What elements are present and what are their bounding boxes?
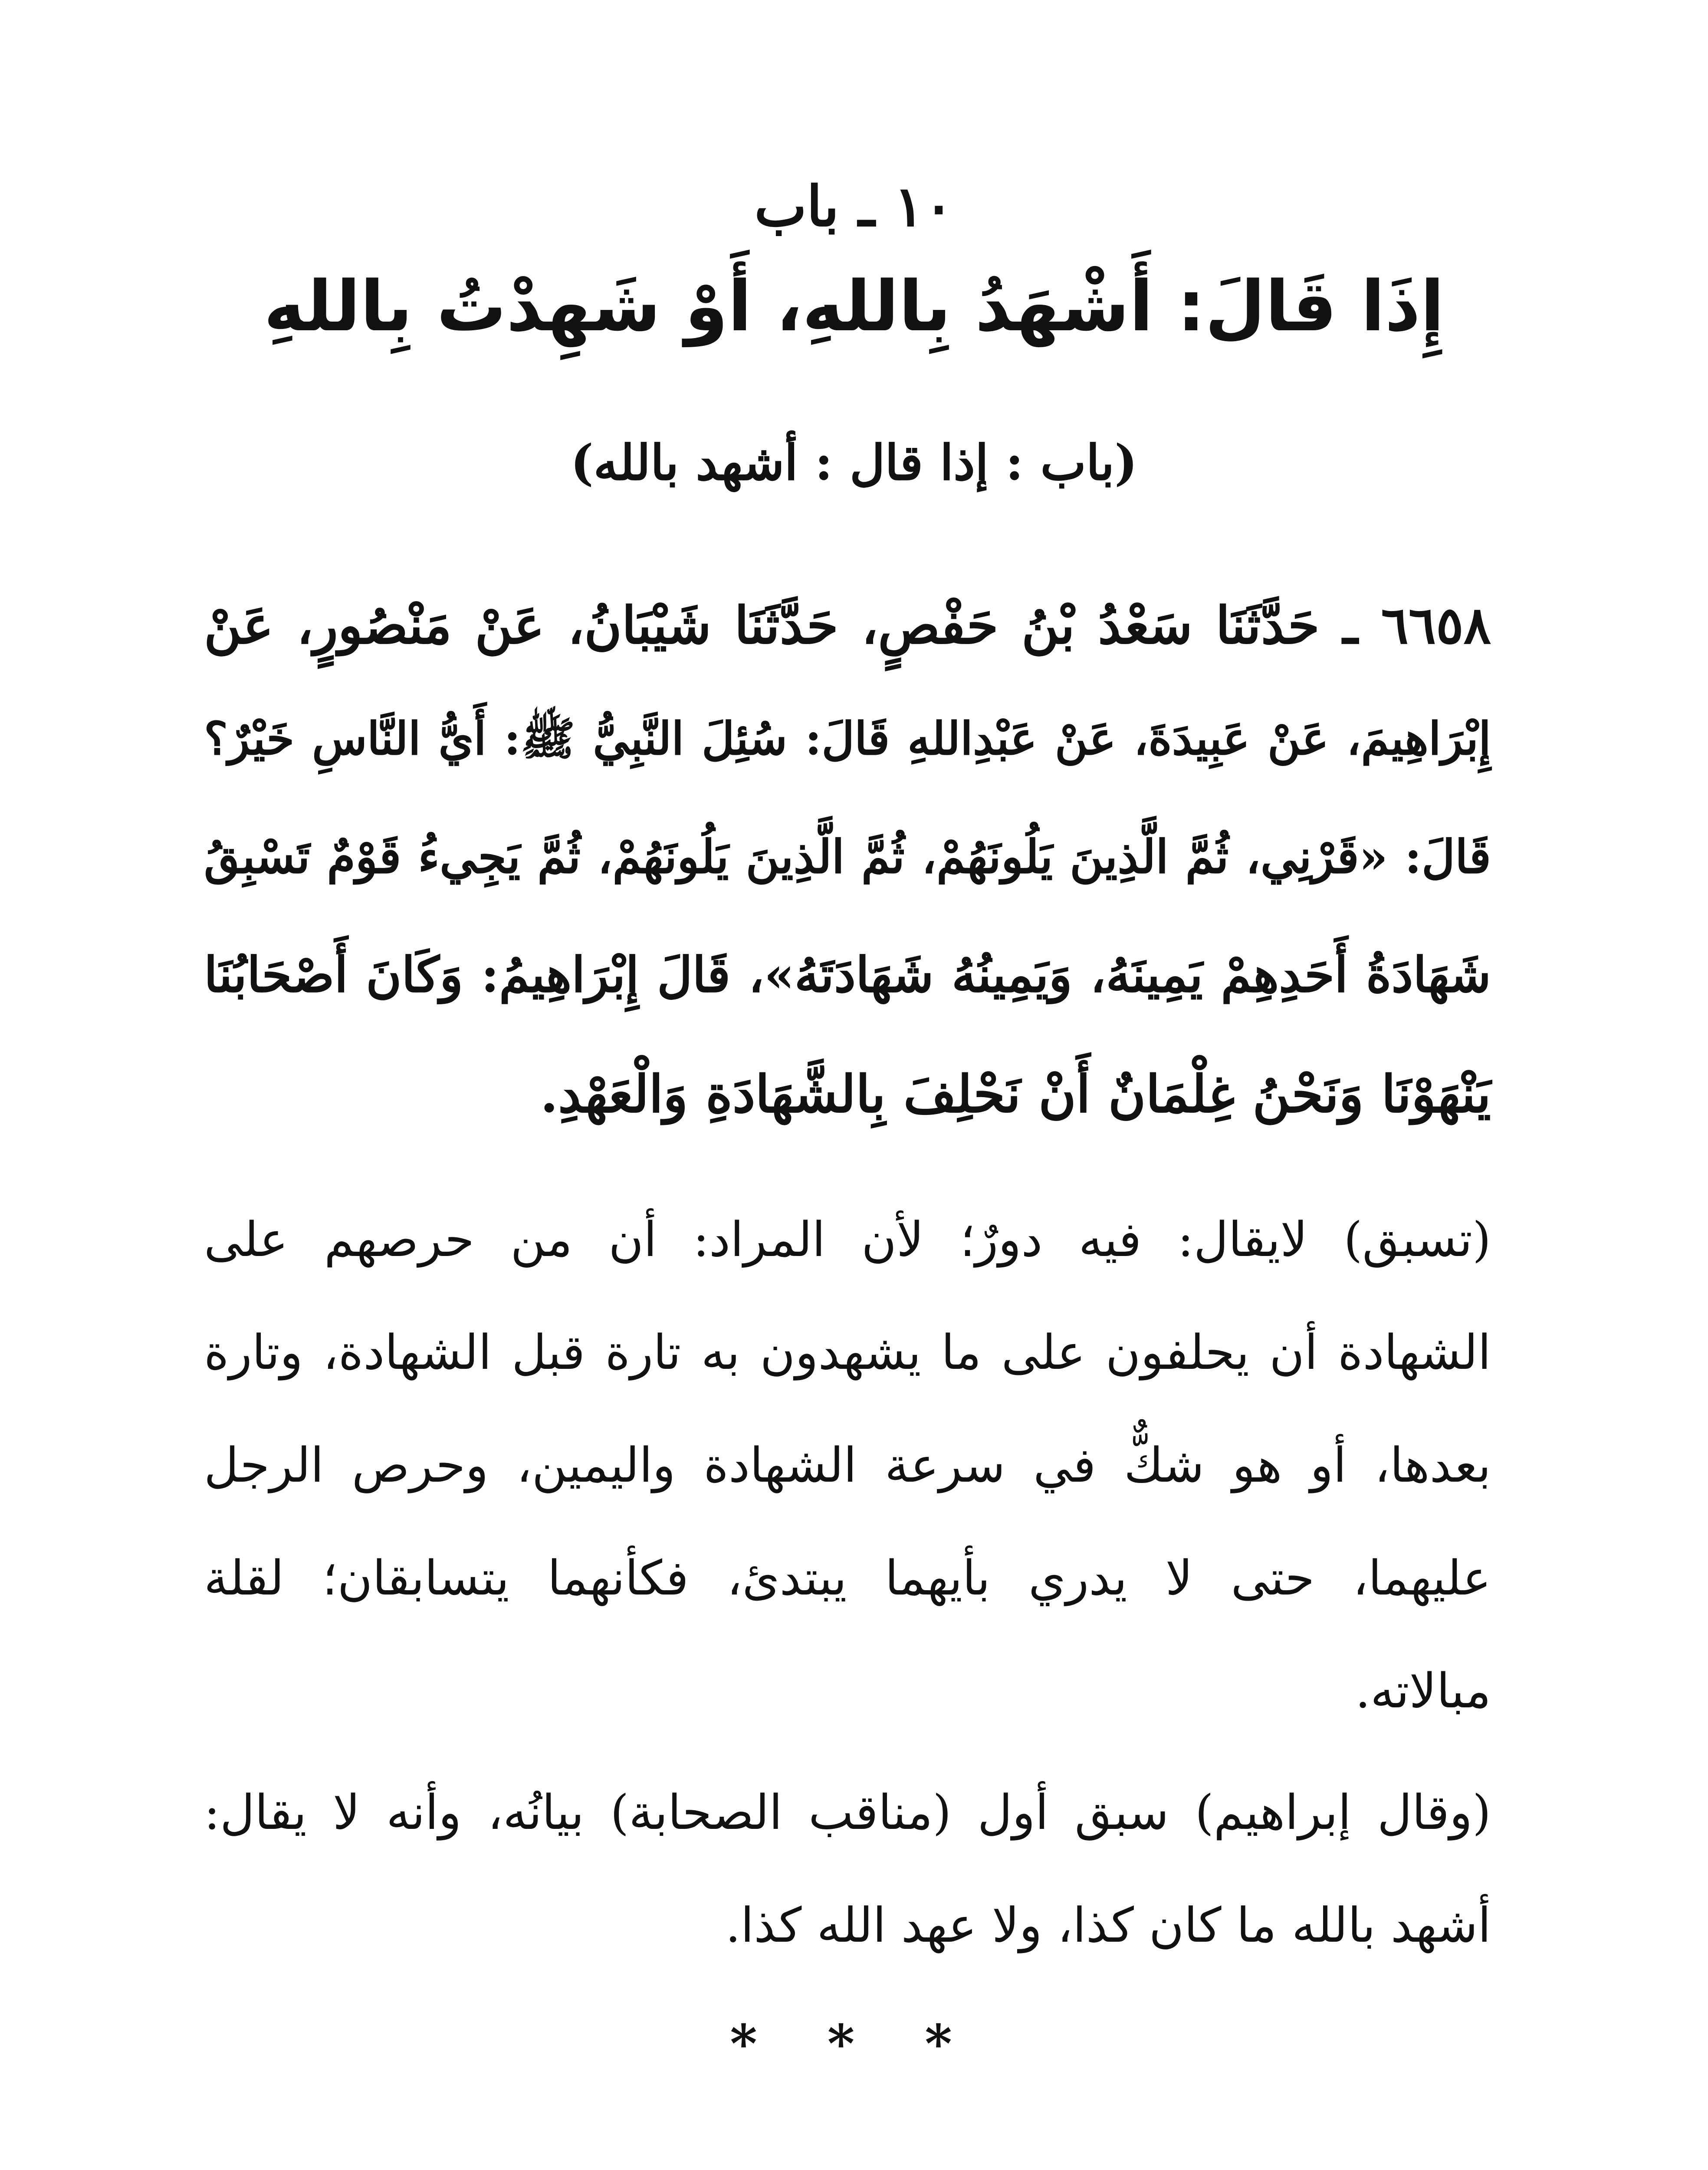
- chapter-title: إِذَا قَالَ: أَشْهَدُ بِاللهِ، أَوْ شَهِدْتُ بِاللهِ: [263, 266, 1445, 347]
- commentary-line: (تسبق) لايقال: فيه دورٌ؛ لأن المراد: أن من حرصهم على: [204, 1212, 1491, 1267]
- commentary-line: أشهد بالله ما كان كذا، ولا عهد الله كذا.: [725, 1897, 1491, 1953]
- chapter-number: ١٠ ـ باب: [754, 174, 954, 239]
- section-separator: * * *: [730, 2013, 978, 2075]
- hadith-line: ٦٦٥٨ ـ حَدَّثَنَا سَعْدُ بْنُ حَفْصٍ، حَدَّثَنَا شَيْبَانُ، عَنْ مَنْصُورٍ، عَنْ: [204, 595, 1491, 655]
- hadith-line: شَهَادَةُ أَحَدِهِمْ يَمِينَهُ، وَيَمِينُهُ شَهَادَتَهُ»، قَالَ إِبْرَاهِيمُ: وَكَانَ أَصْحَابُنَا: [204, 947, 1491, 1003]
- hadith-line: إِبْرَاهِيمَ، عَنْ عَبِيدَةَ، عَنْ عَبْدِاللهِ قَالَ: سُئِلَ النَّبِيُّ ﷺ: أَيُّ النَّاسِ خَيْرٌ؟: [204, 712, 1491, 765]
- hadith-line: قَالَ: «قَرْنِي، ثُمَّ الَّذِينَ يَلُونَهُمْ، ثُمَّ الَّذِينَ يَلُونَهُمْ، ثُمَّ يَجِيءُ قَوْمٌ تَسْبِقُ: [204, 829, 1491, 884]
- commentary-line: مبالاته.: [1355, 1663, 1491, 1719]
- commentary-line: بعدها، أو هو شكٌّ في سرعة الشهادة واليمين، وحرص الرجل: [204, 1437, 1491, 1493]
- commentary-line: (وقال إبراهيم) سبق أول (مناقب الصحابة) بيانُه، وأنه لا يقال:: [204, 1785, 1491, 1840]
- commentary-line: الشهادة أن يحلفون على ما يشهدون به تارة قبل الشهادة، وتارة: [204, 1325, 1491, 1380]
- chapter-subtitle: (باب : إذا قال : أشهد بالله): [570, 434, 1138, 491]
- commentary-line: عليهما، حتى لا يدري بأيهما يبتدئ، فكأنهما يتسابقان؛ لقلة: [204, 1550, 1491, 1606]
- hadith-line: يَنْهَوْنَا وَنَحْنُ غِلْمَانٌ أَنْ نَحْلِفَ بِالشَّهَادَةِ وَالْعَهْدِ.: [540, 1064, 1491, 1124]
